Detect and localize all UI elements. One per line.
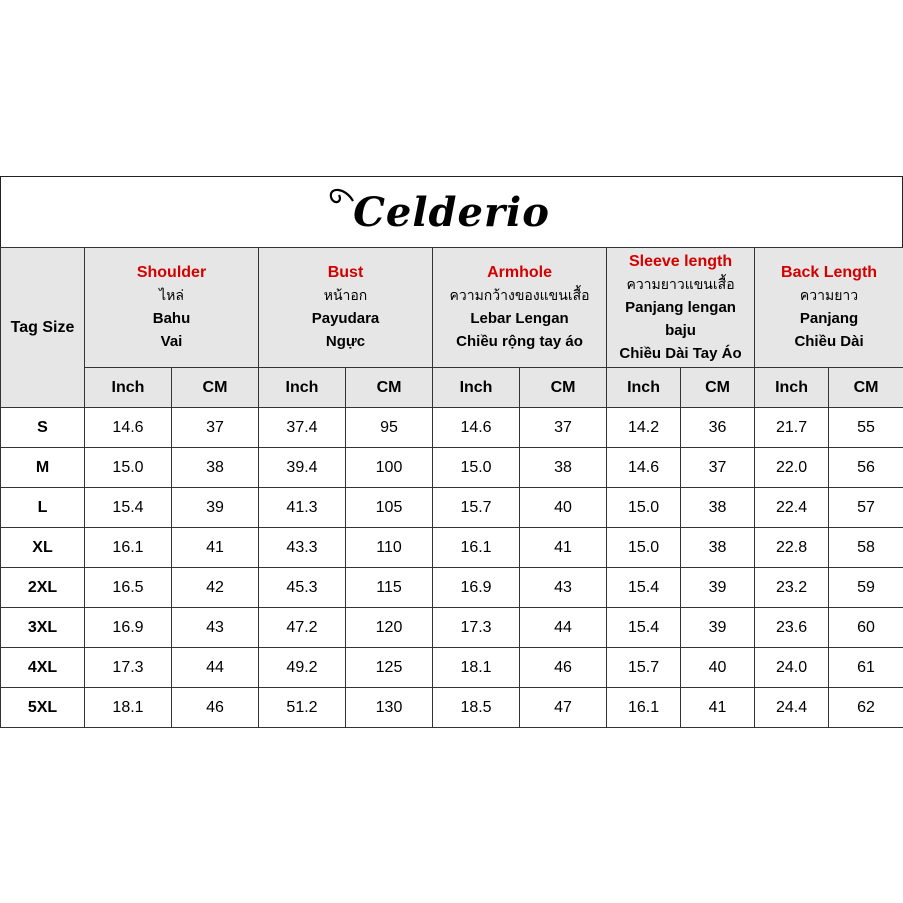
column-line: Ngực [325,333,366,350]
table-row [1,448,903,488]
size-chart [0,176,903,728]
value-cell: 24.4 [755,688,829,728]
value-cell: 15.7 [433,488,520,528]
value-cell: 18.1 [85,688,172,728]
table-row [1,648,903,688]
column-line: ไหล่ [159,287,184,303]
value-cell: 58 [829,528,903,568]
value-cell: 49.2 [259,648,346,688]
value-cell: 16.1 [607,688,681,728]
value-cell: 23.2 [755,568,829,608]
column-line: หน้าอก [323,287,368,303]
column-title: Bust [327,264,364,281]
column-line: ความกว้างของแขนเสื้อ [449,287,590,303]
value-cell: 41 [681,688,755,728]
size-cell: S [1,408,85,448]
column-line: baju [665,321,696,339]
value-cell: 37 [172,408,259,448]
value-cell: 16.1 [85,528,172,568]
value-cell: 15.4 [607,608,681,648]
value-cell: 14.6 [433,408,520,448]
value-cell: 14.6 [607,448,681,488]
column-title: Armhole [487,264,552,281]
value-cell: 37.4 [259,408,346,448]
value-cell: 60 [829,608,903,648]
value-cell: 38 [520,448,607,488]
value-cell: 46 [172,688,259,728]
unit-row [1,368,903,408]
unit-cm: CM [520,368,607,408]
size-cell: 3XL [1,608,85,648]
size-rows [1,408,903,728]
value-cell: 14.2 [607,408,681,448]
value-cell: 44 [172,648,259,688]
value-cell: 15.0 [607,488,681,528]
column-line: Lebar Lengan [470,310,569,327]
value-cell: 40 [520,488,607,528]
value-cell: 38 [681,488,755,528]
unit-inch: Inch [607,368,681,408]
value-cell: 44 [520,608,607,648]
value-cell: 39 [681,568,755,608]
value-cell: 42 [172,568,259,608]
value-cell: 120 [346,608,433,648]
value-cell: 62 [829,688,903,728]
column-line: Bahu [152,310,191,327]
value-cell: 41 [520,528,607,568]
value-cell: 115 [346,568,433,608]
unit-cm: CM [829,368,903,408]
value-cell: 43 [172,608,259,648]
value-cell: 100 [346,448,433,488]
bust-header [259,248,433,368]
unit-cm: CM [346,368,433,408]
value-cell: 59 [829,568,903,608]
table-row [1,528,903,568]
value-cell: 14.6 [85,408,172,448]
value-cell: 38 [172,448,259,488]
column-line: Vai [160,333,183,350]
value-cell: 22.8 [755,528,829,568]
value-cell: 16.5 [85,568,172,608]
unit-cm: CM [172,368,259,408]
value-cell: 15.0 [607,528,681,568]
unit-inch: Inch [433,368,520,408]
size-cell: 2XL [1,568,85,608]
shoulder-header [85,248,259,368]
table-row [1,608,903,648]
value-cell: 41.3 [259,488,346,528]
size-table [0,247,903,728]
value-cell: 18.5 [433,688,520,728]
column-line: ความยาวแขนเสื้อ [626,275,735,292]
value-cell: 40 [681,648,755,688]
brand-header [0,176,903,247]
value-cell: 130 [346,688,433,728]
value-cell: 15.4 [85,488,172,528]
value-cell: 22.4 [755,488,829,528]
unit-cm: CM [681,368,755,408]
header-row [1,248,903,368]
column-title: Sleeve length [628,252,733,270]
column-line: ความยาว [799,287,859,303]
size-cell: XL [1,528,85,568]
table-row [1,688,903,728]
column-line: Chiều rộng tay áo [456,333,583,350]
value-cell: 125 [346,648,433,688]
table-row [1,408,903,448]
value-cell: 57 [829,488,903,528]
value-cell: 47.2 [259,608,346,648]
value-cell: 47 [520,688,607,728]
brand-name: Celderio [353,188,550,236]
value-cell: 37 [681,448,755,488]
unit-inch: Inch [85,368,172,408]
column-line: Panjang [799,310,859,327]
column-title: Back Length [781,264,878,281]
value-cell: 39 [172,488,259,528]
back-length-header [755,248,903,368]
value-cell: 17.3 [85,648,172,688]
armhole-header [433,248,607,368]
table-row [1,568,903,608]
value-cell: 39 [681,608,755,648]
sleeve-length-header [607,248,755,368]
value-cell: 55 [829,408,903,448]
value-cell: 95 [346,408,433,448]
value-cell: 37 [520,408,607,448]
value-cell: 39.4 [259,448,346,488]
tag-size-header: Tag Size [1,248,85,408]
value-cell: 15.0 [85,448,172,488]
value-cell: 15.0 [433,448,520,488]
column-line: Chiều Dài [794,333,864,350]
value-cell: 24.0 [755,648,829,688]
column-title: Shoulder [136,264,207,281]
swirl-icon [325,183,355,213]
value-cell: 16.1 [433,528,520,568]
value-cell: 16.9 [85,608,172,648]
value-cell: 41 [172,528,259,568]
value-cell: 17.3 [433,608,520,648]
value-cell: 61 [829,648,903,688]
value-cell: 56 [829,448,903,488]
value-cell: 43 [520,568,607,608]
value-cell: 110 [346,528,433,568]
size-cell: L [1,488,85,528]
value-cell: 18.1 [433,648,520,688]
value-cell: 23.6 [755,608,829,648]
table-row [1,488,903,528]
size-cell: 4XL [1,648,85,688]
value-cell: 21.7 [755,408,829,448]
value-cell: 105 [346,488,433,528]
unit-inch: Inch [259,368,346,408]
size-cell: 5XL [1,688,85,728]
value-cell: 46 [520,648,607,688]
size-cell: M [1,448,85,488]
unit-inch: Inch [755,368,829,408]
column-line: Panjang lengan [625,298,736,316]
column-line: Chiều Dài Tay Áo [619,344,742,362]
value-cell: 51.2 [259,688,346,728]
value-cell: 22.0 [755,448,829,488]
value-cell: 45.3 [259,568,346,608]
value-cell: 15.7 [607,648,681,688]
column-line: Payudara [311,310,380,327]
value-cell: 36 [681,408,755,448]
value-cell: 43.3 [259,528,346,568]
brand-logo [353,189,550,236]
value-cell: 15.4 [607,568,681,608]
value-cell: 38 [681,528,755,568]
value-cell: 16.9 [433,568,520,608]
